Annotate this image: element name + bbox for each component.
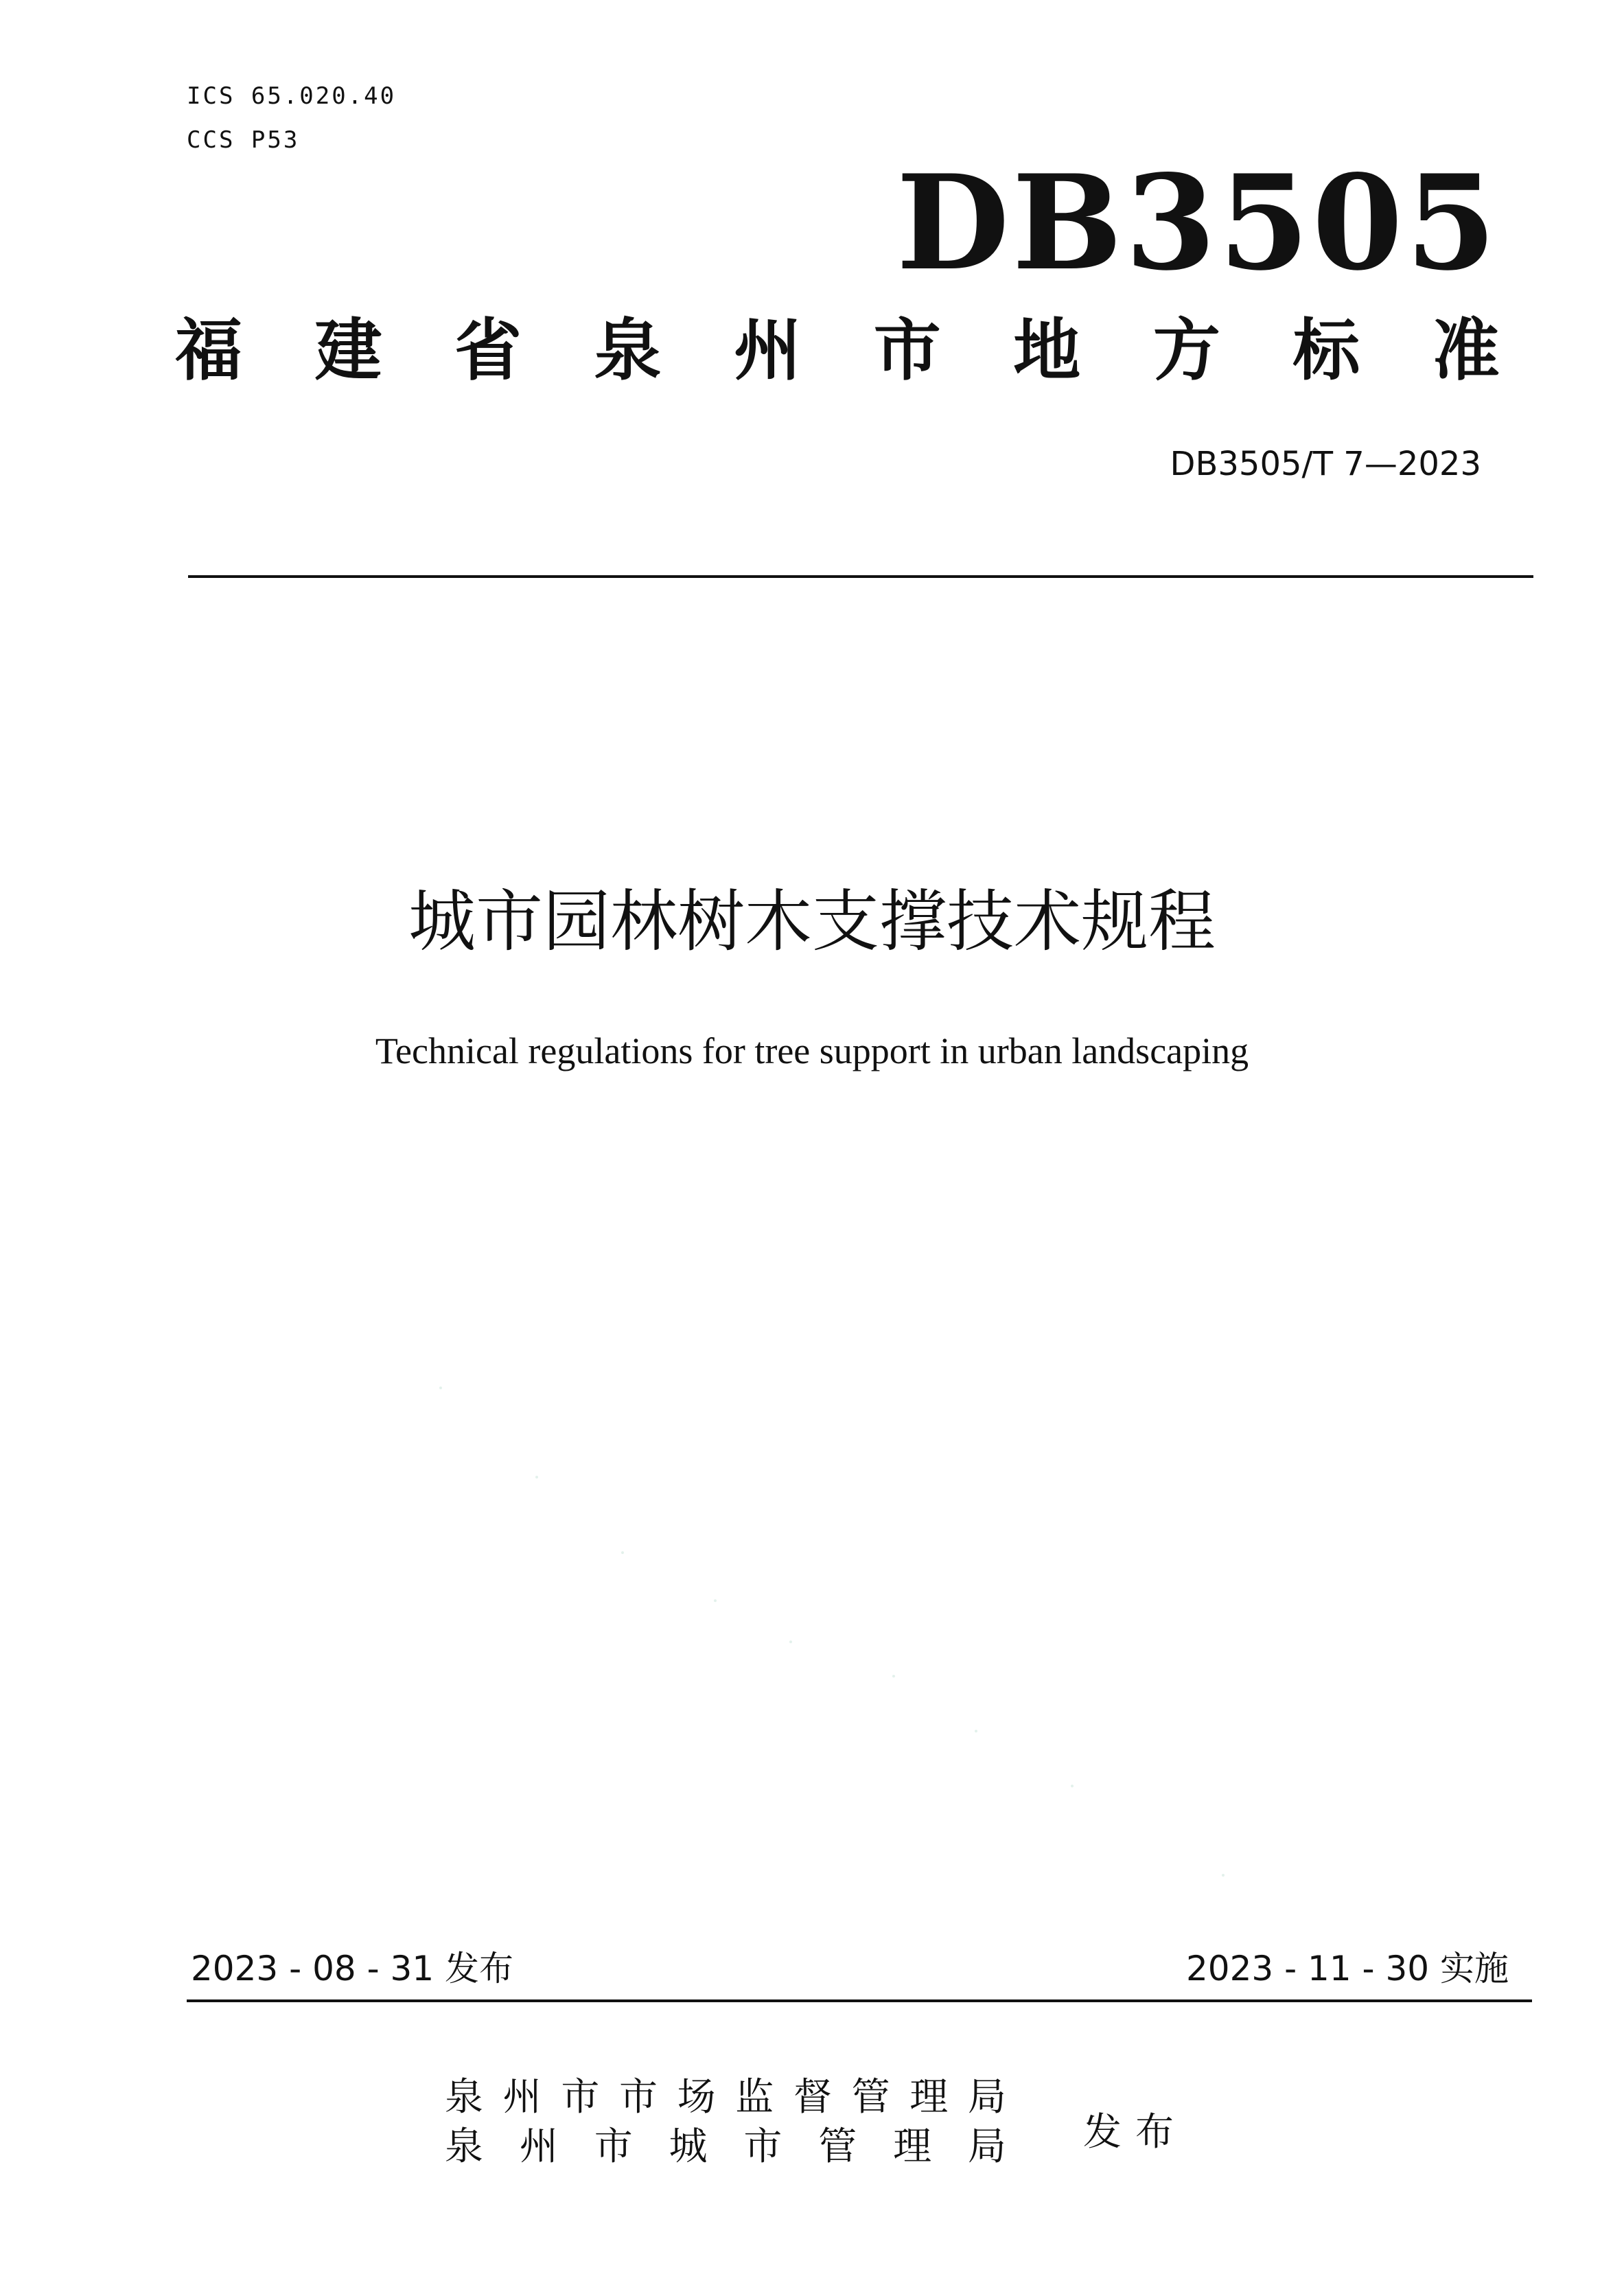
issuer-char: 州 bbox=[502, 2075, 542, 2120]
issuer-char: 局 bbox=[967, 2124, 1006, 2169]
issuer-char: 市 bbox=[743, 2124, 782, 2169]
publish-label: 发布 bbox=[1083, 2110, 1187, 2155]
org-title-char: 地 bbox=[1013, 312, 1081, 390]
org-title-char: 福 bbox=[175, 312, 243, 390]
org-title bbox=[175, 312, 1500, 390]
standard-code-logo: DB3505 bbox=[896, 146, 1499, 299]
issuer-char: 市 bbox=[561, 2075, 600, 2120]
standard-number: DB3505/T 7—2023 bbox=[1170, 445, 1481, 483]
issuer-market-regulation bbox=[445, 2075, 1006, 2120]
document-title-cn: 城市园林树木支撑技术规程 bbox=[408, 883, 1216, 961]
issuer-char: 管 bbox=[851, 2075, 890, 2120]
issuer-char: 市 bbox=[594, 2124, 633, 2169]
ccs-code: CCS P53 bbox=[187, 126, 300, 154]
org-title-char: 方 bbox=[1152, 312, 1220, 390]
issuer-char: 管 bbox=[818, 2124, 857, 2169]
publish-date: 2023 - 08 - 31 发布 bbox=[191, 1949, 514, 1988]
issuer-char: 州 bbox=[519, 2124, 558, 2169]
issuer-char: 督 bbox=[793, 2075, 832, 2120]
issuer-char: 场 bbox=[677, 2075, 716, 2120]
org-title-char: 泉 bbox=[594, 312, 662, 390]
issuer-char: 城 bbox=[669, 2124, 708, 2169]
issuer-char: 理 bbox=[909, 2075, 949, 2120]
issuer-urban-management bbox=[445, 2124, 1006, 2169]
issuer-char: 泉 bbox=[445, 2124, 483, 2169]
bottom-divider bbox=[187, 1999, 1532, 2002]
org-title-char: 建 bbox=[314, 312, 382, 390]
issuer-char: 监 bbox=[735, 2075, 774, 2120]
issuer-char: 泉 bbox=[445, 2075, 483, 2120]
issuer-char: 市 bbox=[618, 2075, 658, 2120]
ics-code: ICS 65.020.40 bbox=[187, 82, 397, 110]
implement-date: 2023 - 11 - 30 实施 bbox=[1185, 1949, 1509, 1988]
org-title-char: 市 bbox=[873, 312, 941, 390]
org-title-char: 州 bbox=[734, 312, 802, 390]
top-divider bbox=[188, 575, 1533, 578]
issuer-char: 理 bbox=[893, 2124, 932, 2169]
org-title-char: 准 bbox=[1432, 312, 1500, 390]
document-title-en: Technical regulations for tree support in urban landscaping bbox=[375, 1030, 1249, 1071]
org-title-char: 省 bbox=[454, 312, 522, 390]
issuer-char: 局 bbox=[967, 2075, 1006, 2120]
org-title-char: 标 bbox=[1292, 312, 1360, 390]
